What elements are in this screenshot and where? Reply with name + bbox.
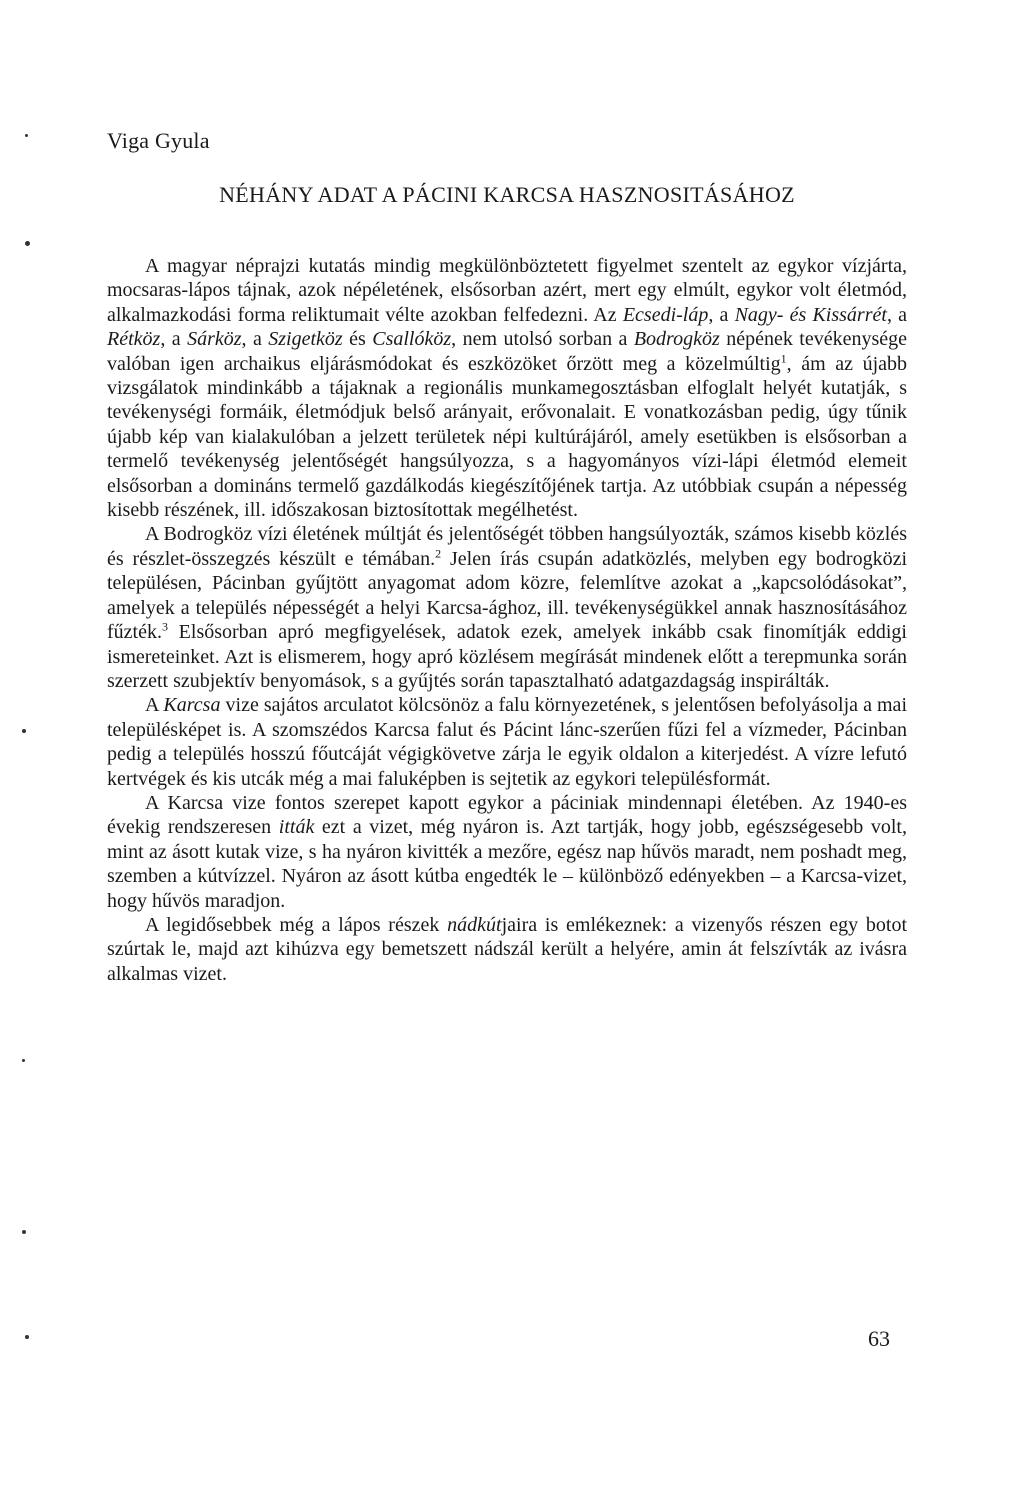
italic-term: Karcsa: [163, 694, 221, 717]
text-run: , a: [708, 303, 735, 326]
scan-speck: [22, 729, 26, 733]
italic-term: Ecsedi-láp: [622, 303, 709, 326]
footnote-ref: 1: [780, 350, 787, 365]
text-run: , a: [241, 328, 269, 351]
text-run: , a: [886, 303, 907, 326]
text-run: A magyar néprajzi kutatás mindig megkülönböztetett figyelmet szentelt az egykor vízjárta, mocsaras-lápos tájnak, azok népéletének, elsősorban azért, mert egy elmúlt, egykor volt életmód, alkalmazkodási forma reliktumait vélte azokban felfedezni. Az: [107, 255, 907, 326]
scan-speck: [25, 134, 28, 137]
text-run: , a: [160, 328, 188, 351]
italic-term: Nagy- és Kissárrét: [734, 303, 887, 326]
text-run: Jelen írás csupán adatközlés, melyben egy bodrogközi településen, Pácinban gyűjtött anyagomat adom közre, felemlítve azokat a „kapcsolódásokat”, amelyek a település népességét a helyi Karcsa-ághoz, ill. tevékenységükkel annak hasznosításához fűzték.: [107, 547, 908, 644]
footnote-ref: 3: [161, 619, 168, 634]
scan-speck: [25, 241, 30, 246]
text-run: A Bodrogköz vízi életének múltját és jelentőségét többen hangsúlyozták, számos kisebb közlés és részlet-összegzés készült e témában.: [107, 523, 907, 570]
italic-term: Csallóköz: [372, 328, 452, 351]
page-number: 63: [868, 1326, 890, 1351]
text-run: ezt a vizet, még nyáron is. Azt tartják, hogy jobb, egészségesebb volt, mint az ásott kutak vize, s ha nyáron kivitték a mezőre, egész nap hűvös maradt, nem poshadt meg, szemben a kútvízzel. Nyáron az ásott kútba engedték le – különböző edényekben – a Karcsa-vizet, hogy hűvös maradjon.: [107, 816, 907, 912]
paragraph: [107, 522, 907, 693]
italic-term: Bodrogköz: [633, 328, 720, 351]
italic-term: Sárköz: [187, 328, 242, 351]
italic-term: Rétköz: [107, 328, 161, 351]
italic-term: itták: [278, 816, 315, 839]
author-name: Viga Gyula: [107, 128, 210, 153]
article-title: NÉHÁNY ADAT A PÁCINI KARCSA HASZNOSITÁSÁHOZ: [219, 182, 795, 207]
paragraph: [107, 693, 907, 791]
text-run: , nem utolsó sorban a: [451, 328, 634, 351]
text-run: A: [145, 694, 164, 717]
text-run: népének tevékenysége valóban igen archaikus eljárásmódokat és eszközöket őrzött meg a közelmúltig: [107, 328, 907, 375]
italic-term: nádkút: [447, 913, 502, 936]
text-run: A Karcsa vize fontos szerepet kapott egykor a páciniak mindennapi életében. Az 1940-es évekig rendszeresen: [107, 791, 907, 839]
paragraph: [107, 791, 907, 913]
scan-speck: [25, 1335, 29, 1339]
paragraph: [107, 913, 907, 986]
text-run: , ám az újabb vizsgálatok mindinkább a tájaknak a regionális munkamegosztásban elfoglalt helyét kutatják, s tevékenységi formáik, életmódjuk belső arányait, erővonalait. E vonatkozásban pedig, úgy tűnik újabb kép van kialakulóban a jelzett területek népi kultúrájáról, amely esetükben is elsősorban a termelő tevékenység jelentőségét hangsúlyozza, s a hagyományos vízi-lápi életmód elemeit elsősorban a domináns termelő gazdálkodás kiegészítőjének tartja. Az utóbbiak csupán a népesség kisebb részének, ill. időszakosan biztosítottak megélhetést.: [107, 352, 907, 522]
paragraph: [107, 254, 907, 522]
scan-speck: [22, 1230, 26, 1234]
text-run: vize sajátos arculatot kölcsönöz a falu környezetének, s jelentősen befolyásolja a mai településképet is. A szomszédos Karcsa falut és Pácint lánc-szerűen fűzi fel a vízmeder, Pácinban pedig a település hosszú főutcáját végigkövetve zárja le egyik oldalon a kiterjedést. A vízre lefutó kertvégek és kis utcák még a mai faluképben is sejtetik az egykori településformát.: [107, 694, 907, 790]
text-run: jaira is emlékeznek: a vizenyős részen egy botot szúrtak le, majd azt kihúzva egy bemetszett nádszál került a helyére, amin át felszívták az ivásra alkalmas vizet.: [107, 913, 908, 985]
scan-speck: [22, 1059, 25, 1062]
italic-term: Szigetköz: [268, 328, 343, 351]
text-run: A legidősebbek még a lápos részek: [145, 913, 448, 936]
article-body: [107, 254, 907, 986]
footnote-ref: 2: [435, 546, 442, 561]
text-run: Elsősorban apró megfigyelések, adatok ezek, amelyek inkább csak finomítják eddigi ismereteinket. Azt is elismerem, hogy apró közlésem megírását mindenek előtt a terepmunka során szerzett szubjektív benyomások, s a gyűjtés során tapasztalható adatgazdagság inspirálták.: [107, 621, 907, 692]
text-run: és: [342, 328, 373, 351]
